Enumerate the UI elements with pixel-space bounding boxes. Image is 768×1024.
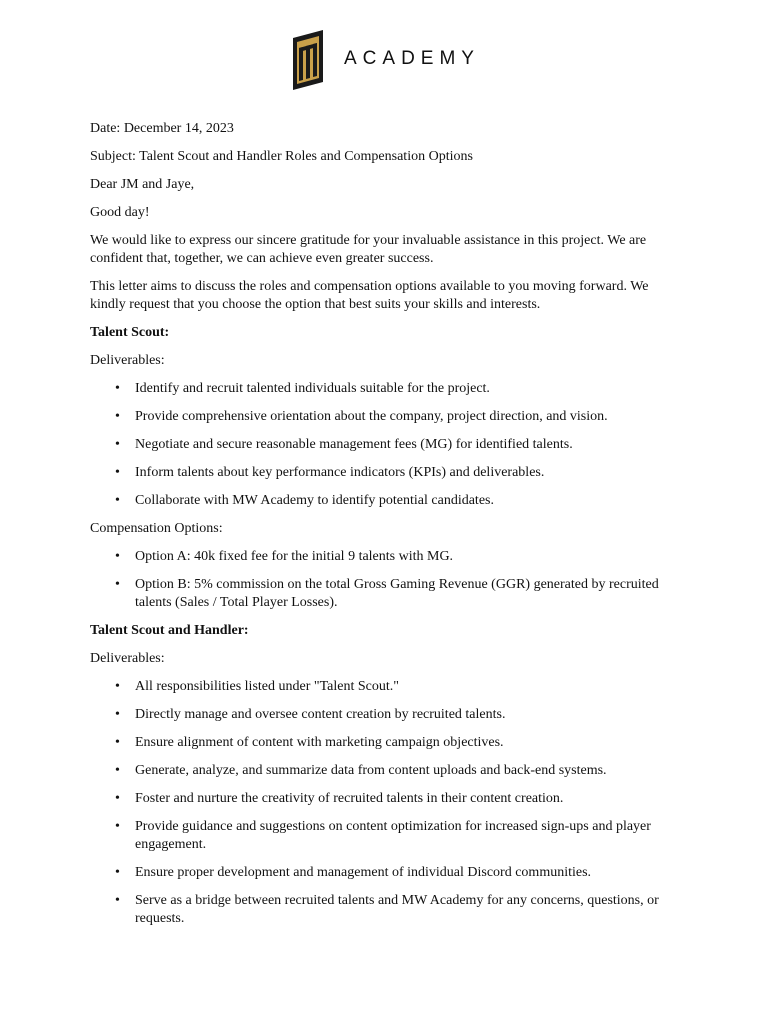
scout-deliverables-list	[90, 380, 665, 510]
list-item: • Serve as a bridge between recruited talents and MW Academy for any concerns, questions, or requests.	[135, 892, 665, 928]
scout-deliverables-label: Deliverables:	[90, 353, 165, 368]
compensation-label: Compensation Options:	[90, 521, 223, 536]
letter-greeting: Good day!	[90, 205, 150, 220]
list-item: • Ensure proper development and management of individual Discord communities.	[135, 864, 665, 882]
list-item: • Option B: 5% commission on the total Gross Gaming Revenue (GGR) generated by recruited talents (Sales / Total Player Losses).	[135, 576, 665, 612]
list-item: • All responsibilities listed under "Talent Scout."	[135, 678, 665, 696]
scout-heading: Talent Scout:	[90, 325, 170, 340]
list-item: • Directly manage and oversee content creation by recruited talents.	[135, 706, 665, 724]
list-item: • Collaborate with MW Academy to identify potential candidates.	[135, 492, 665, 510]
handler-deliverables-label: Deliverables:	[90, 651, 165, 666]
letter-salutation: Dear JM and Jaye,	[90, 177, 195, 192]
compensation-options-list	[90, 548, 665, 612]
list-item: • Provide guidance and suggestions on content optimization for increased sign-ups and player engagement.	[135, 818, 665, 854]
list-item: • Provide comprehensive orientation about the company, project direction, and vision.	[135, 408, 665, 426]
list-item: • Identify and recruit talented individuals suitable for the project.	[135, 380, 665, 398]
letter-subject: Subject: Talent Scout and Handler Roles and Compensation Options	[90, 149, 473, 164]
list-item: • Negotiate and secure reasonable management fees (MG) for identified talents.	[135, 436, 665, 454]
mw-monogram-icon	[289, 30, 327, 90]
letter-date: Date: December 14, 2023	[90, 121, 234, 136]
list-item: • Option A: 40k fixed fee for the initial 9 talents with MG.	[135, 548, 665, 566]
list-item: • Generate, analyze, and summarize data from content uploads and back-end systems.	[135, 762, 665, 780]
handler-deliverables-list	[90, 678, 665, 928]
list-item: • Ensure alignment of content with marketing campaign objectives.	[135, 734, 665, 752]
letter-intro-paragraph: We would like to express our sincere gratitude for your invaluable assistance in this project. We are confident that, together, we can achieve even greater success.	[90, 233, 647, 266]
list-item: • Inform talents about key performance indicators (KPIs) and deliverables.	[135, 464, 665, 482]
handler-heading: Talent Scout and Handler:	[90, 623, 249, 638]
brand-wordmark: ACADEMY	[344, 48, 480, 69]
list-item: • Foster and nurture the creativity of recruited talents in their content creation.	[135, 790, 665, 808]
letter-body	[90, 120, 665, 938]
letter-intro-paragraph: This letter aims to discuss the roles and compensation options available to you moving forward. We kindly request that you choose the option that best suits your skills and interests.	[90, 279, 649, 312]
letterhead	[0, 28, 768, 92]
